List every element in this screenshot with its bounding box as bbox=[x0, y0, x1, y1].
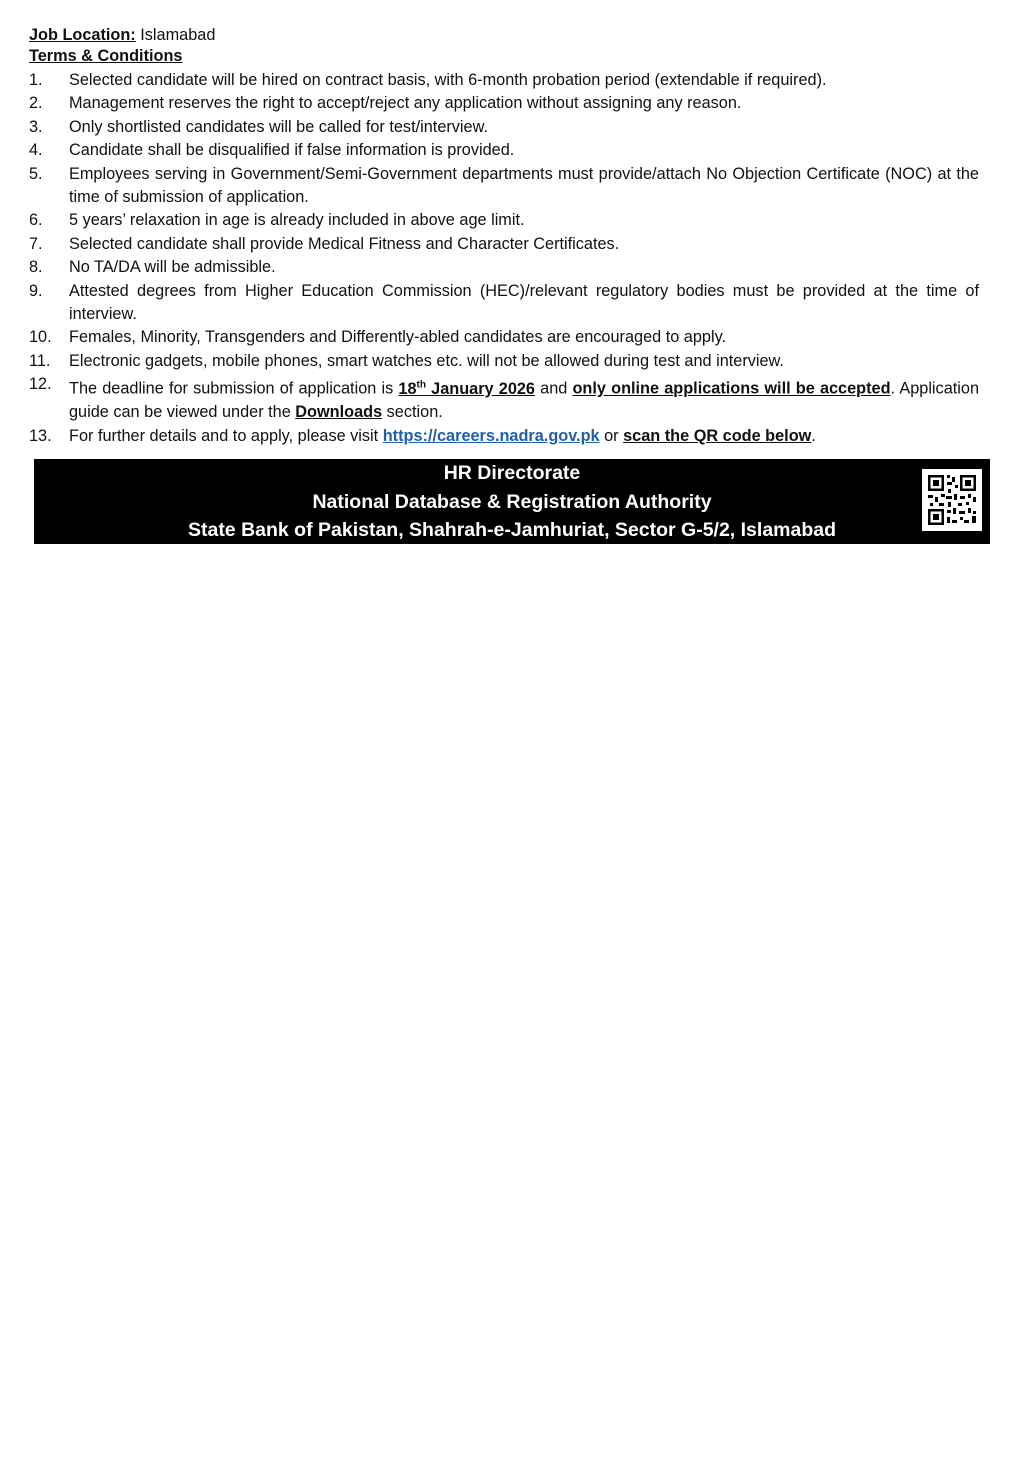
list-item bbox=[29, 209, 979, 232]
deadline-date bbox=[398, 380, 535, 398]
term-text: Attested degrees from Higher Education Commission (HEC)/relevant regulatory bodies must be provided at the time of interview. bbox=[69, 281, 979, 324]
list-item-apply bbox=[29, 425, 979, 448]
term-text: Candidate shall be disqualified if false information is provided. bbox=[69, 141, 515, 160]
term-text: No TA/DA will be admissible. bbox=[69, 258, 276, 277]
list-item bbox=[29, 163, 979, 210]
list-item bbox=[29, 256, 979, 279]
apply-dot: . bbox=[811, 426, 816, 445]
footer-authority: National Database & Registration Authority bbox=[312, 490, 712, 513]
term-number: 5. bbox=[29, 164, 43, 183]
deadline-and: and bbox=[534, 379, 573, 398]
list-item bbox=[29, 116, 979, 139]
list-item bbox=[29, 233, 979, 256]
term-number: 11. bbox=[29, 351, 51, 370]
term-number: 8. bbox=[29, 258, 43, 277]
term-text: 5 years’ relaxation in age is already included in above age limit. bbox=[69, 211, 525, 230]
guide-outro: section. bbox=[382, 403, 443, 422]
apply-or: or bbox=[599, 426, 624, 445]
term-text: Females, Minority, Transgenders and Differently-abled candidates are encouraged to apply. bbox=[69, 328, 727, 347]
term-text: Electronic gadgets, mobile phones, smart watches etc. will not be allowed during test and interview. bbox=[69, 351, 784, 370]
term-number: 3. bbox=[29, 117, 43, 136]
deadline-intro: The deadline for submission of application is bbox=[69, 379, 399, 398]
deadline-day: 18 bbox=[398, 379, 417, 398]
term-text: Only shortlisted candidates will be called for test/interview. bbox=[69, 117, 488, 136]
list-item bbox=[29, 69, 979, 92]
qr-code-icon[interactable] bbox=[922, 469, 982, 531]
term-number: 7. bbox=[29, 234, 43, 253]
term-text: Selected candidate will be hired on contract basis, with 6-month probation period (extendable if required). bbox=[69, 71, 827, 89]
term-text-apply bbox=[69, 425, 979, 448]
footer-directorate: HR Directorate bbox=[443, 462, 581, 484]
qr-code-graphic bbox=[922, 469, 982, 531]
list-item bbox=[29, 280, 979, 327]
term-number: 1. bbox=[29, 71, 43, 89]
footer-address bbox=[34, 459, 990, 545]
job-location-value: Islamabad bbox=[140, 26, 216, 44]
online-only-notice: only online applications will be accepted bbox=[572, 379, 891, 398]
list-item-deadline bbox=[29, 373, 979, 424]
term-number: 9. bbox=[29, 281, 43, 300]
scan-qr-text: scan the QR code below bbox=[623, 426, 812, 445]
deadline-month-year: January 2026 bbox=[425, 379, 535, 398]
terms-heading: Terms & Conditions bbox=[29, 47, 183, 65]
document-body bbox=[29, 25, 979, 448]
term-text: Selected candidate shall provide Medical Fitness and Character Certificates. bbox=[69, 234, 620, 253]
term-number: 12. bbox=[29, 375, 52, 394]
careers-link[interactable]: https://careers.nadra.gov.pk bbox=[382, 426, 600, 445]
apply-intro: For further details and to apply, please visit bbox=[69, 426, 383, 445]
term-text: Management reserves the right to accept/reject any application without assigning any reason. bbox=[69, 94, 742, 113]
list-item bbox=[29, 350, 979, 373]
terms-list bbox=[29, 69, 979, 448]
list-item bbox=[29, 139, 979, 162]
term-number: 4. bbox=[29, 141, 43, 160]
term-number: 13. bbox=[29, 426, 52, 445]
deadline-dot: . bbox=[890, 379, 896, 398]
list-item bbox=[29, 326, 979, 349]
term-number: 6. bbox=[29, 211, 43, 230]
term-text: Employees serving in Government/Semi-Government departments must provide/attach No Objection Certificate (NOC) at the time of submission of application. bbox=[69, 164, 979, 207]
guide-intro: Application guide can be viewed under the bbox=[69, 379, 979, 422]
downloads-section-link[interactable]: Downloads bbox=[295, 403, 383, 422]
term-text-deadline bbox=[69, 373, 979, 424]
term-number: 10. bbox=[29, 328, 52, 347]
job-location-label: Job Location: bbox=[29, 26, 136, 44]
list-item bbox=[29, 92, 979, 115]
footer-address-line: State Bank of Pakistan, Shahrah-e-Jamhuriat, Sector G-5/2, Islamabad bbox=[187, 519, 837, 541]
footer-banner bbox=[34, 459, 990, 544]
term-number: 2. bbox=[29, 94, 43, 113]
job-location bbox=[29, 25, 979, 46]
deadline-day-suffix: th bbox=[416, 379, 426, 391]
